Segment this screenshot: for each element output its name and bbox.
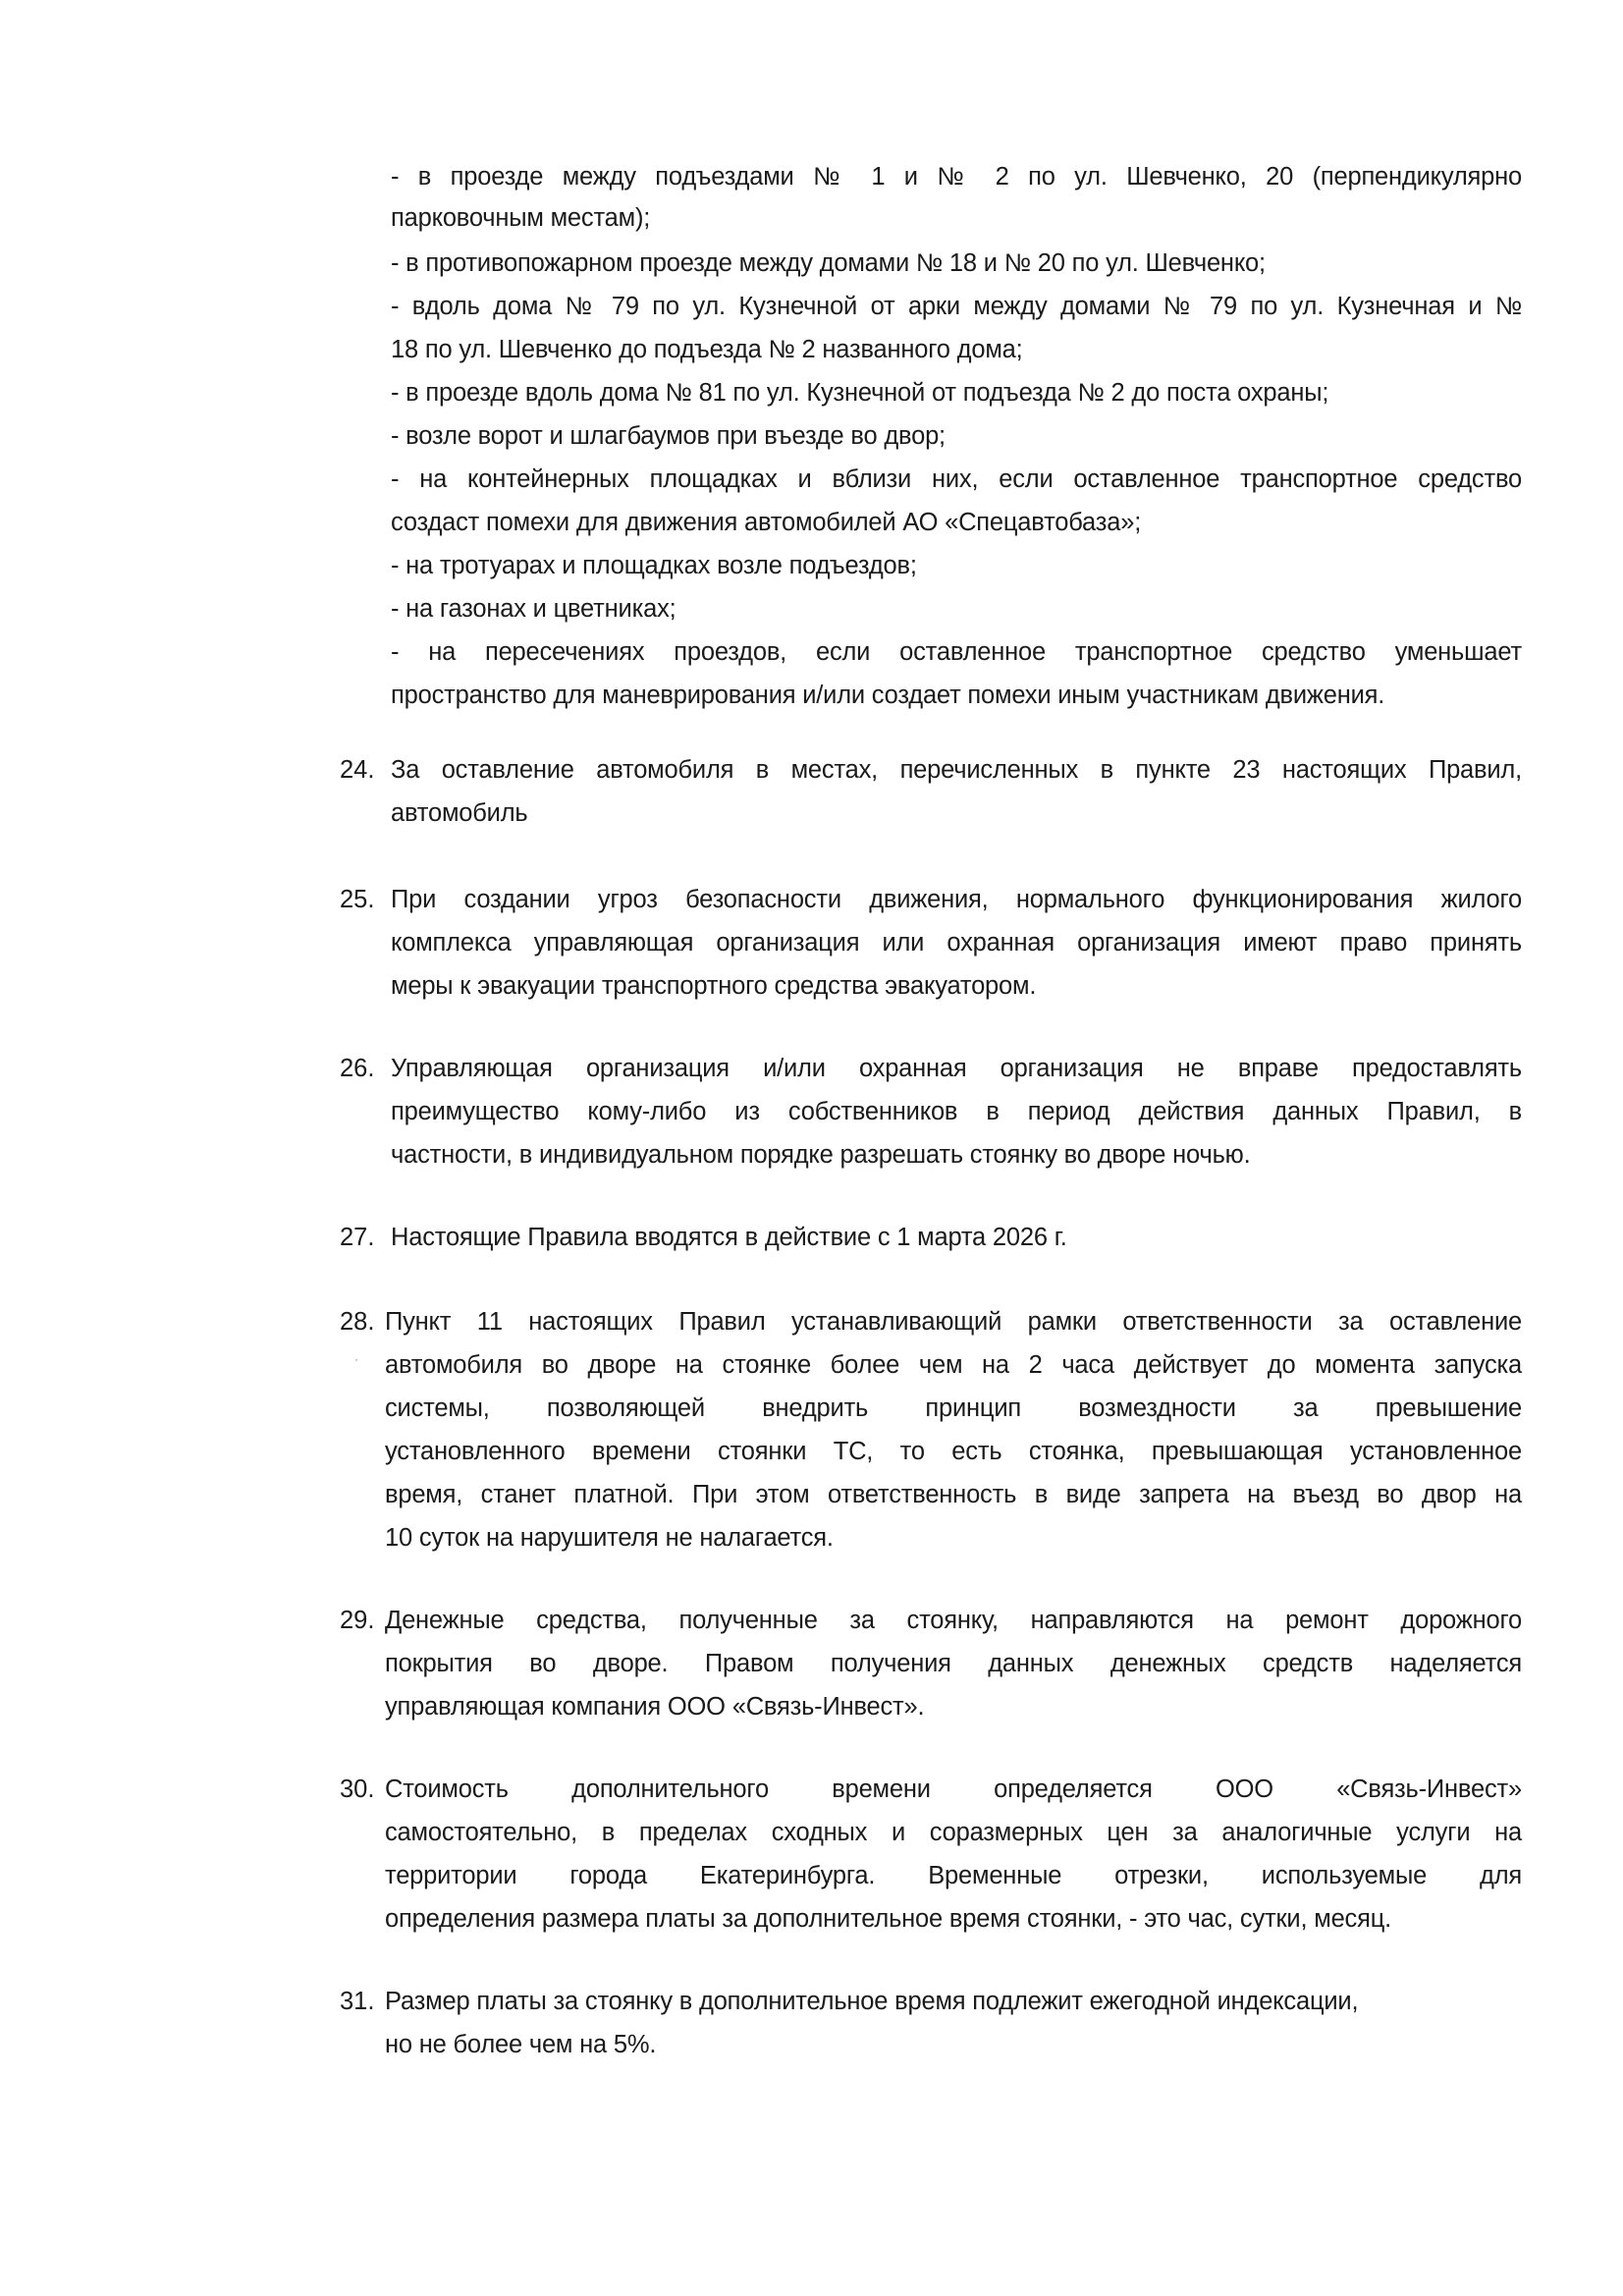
item-text-line: автомобиля во дворе на стоянке более чем на 2 часа действует до момента запуска: [385, 1351, 1522, 1379]
item-number: 24.: [340, 756, 375, 784]
item-text-line: установленного времени стоянки ТС, то есть стоянка, превышающая установленное: [385, 1438, 1522, 1465]
item-number: 30.: [340, 1776, 375, 1803]
bullet-line: парковочным местам);: [391, 204, 651, 232]
item-text-line: Пункт 11 настоящих Правил устанавливающий рамки ответственности за оставление: [385, 1308, 1522, 1336]
item-text-line: определения размера платы за дополнительное время стоянки, - это час, сутки, месяц.: [385, 1905, 1392, 1933]
item-text-line: Денежные средства, полученные за стоянку, направляются на ремонт дорожного: [385, 1607, 1522, 1634]
bullet-line: - на пересечениях проездов, если оставленное транспортное средство уменьшает: [391, 638, 1522, 666]
bullet-line: - на контейнерных площадках и вблизи них, если оставленное транспортное средство: [391, 465, 1522, 493]
item-number: 26.: [340, 1055, 375, 1082]
item-text-line: меры к эвакуации транспортного средства эвакуатором.: [391, 972, 1037, 1000]
item-text-line: территории города Екатеринбурга. Временные отрезки, используемые для: [385, 1862, 1522, 1889]
item-text-line: Стоимость дополнительного времени определяется ООО «Связь-Инвест»: [385, 1776, 1522, 1803]
bullet-line: - вдоль дома № 79 по ул. Кузнечной от арки между домами № 79 по ул. Кузнечная и №: [391, 293, 1522, 320]
bullet-line: создаст помехи для движения автомобилей АО «Спецавтобаза»;: [391, 509, 1142, 536]
bullet-line: пространство для маневрирования и/или создает помехи иным участникам движения.: [391, 682, 1385, 709]
item-text-line: Управляющая организация и/или охранная организация не вправе предоставлять: [391, 1055, 1522, 1082]
item-number: 25.: [340, 886, 375, 913]
scan-artifact: [355, 1359, 357, 1361]
item-number: 28.: [340, 1308, 375, 1336]
bullet-line: - в противопожарном проезде между домами № 18 и № 20 по ул. Шевченко;: [391, 249, 1266, 277]
item-text-line: самостоятельно, в пределах сходных и соразмерных цен за аналогичные услуги на: [385, 1819, 1522, 1846]
item-text-line: Настоящие Правила вводятся в действие с 1 марта 2026 г.: [391, 1224, 1067, 1251]
item-number: 27.: [340, 1224, 375, 1251]
item-text-line: но не более чем на 5%.: [385, 2031, 657, 2058]
bullet-line: - возле ворот и шлагбаумов при въезде во двор;: [391, 422, 946, 450]
bullet-line: - в проезде между подъездами № 1 и № 2 по ул. Шевченко, 20 (перпендикулярно: [391, 163, 1522, 191]
item-text-line: Размер платы за стоянку в дополнительное время подлежит ежегодной индексации,: [385, 1988, 1359, 2015]
item-text-line: При создании угроз безопасности движения, нормального функционирования жилого: [391, 886, 1522, 913]
item-text-line: частности, в индивидуальном порядке разрешать стоянку во дворе ночью.: [391, 1141, 1251, 1169]
item-text-line: время, станет платной. При этом ответственность в виде запрета на въезд во двор на: [385, 1481, 1522, 1508]
bullet-line: 18 по ул. Шевченко до подъезда № 2 названного дома;: [391, 336, 1023, 363]
bullet-line: - на газонах и цветниках;: [391, 595, 676, 623]
item-text-line: 10 суток на нарушителя не налагается.: [385, 1524, 834, 1552]
item-text-line: покрытия во дворе. Правом получения данных денежных средств наделяется: [385, 1650, 1522, 1677]
bullet-line: - на тротуарах и площадках возле подъездов;: [391, 552, 917, 579]
item-text-line: комплекса управляющая организация или охранная организация имеют право принять: [391, 929, 1522, 957]
item-text-line: автомобиль: [391, 799, 528, 827]
item-text-line: За оставление автомобиля в местах, перечисленных в пункте 23 настоящих Правил,: [391, 756, 1522, 784]
item-number: 29.: [340, 1607, 375, 1634]
item-text-line: преимущество кому-либо из собственников в период действия данных Правил, в: [391, 1098, 1522, 1125]
item-number: 31.: [340, 1988, 375, 2015]
bullet-line: - в проезде вдоль дома № 81 по ул. Кузнечной от подъезда № 2 до поста охраны;: [391, 379, 1329, 407]
item-text-line: управляющая компания ООО «Связь-Инвест».: [385, 1693, 925, 1721]
item-text-line: системы, позволяющей внедрить принцип возмездности за превышение: [385, 1394, 1522, 1422]
